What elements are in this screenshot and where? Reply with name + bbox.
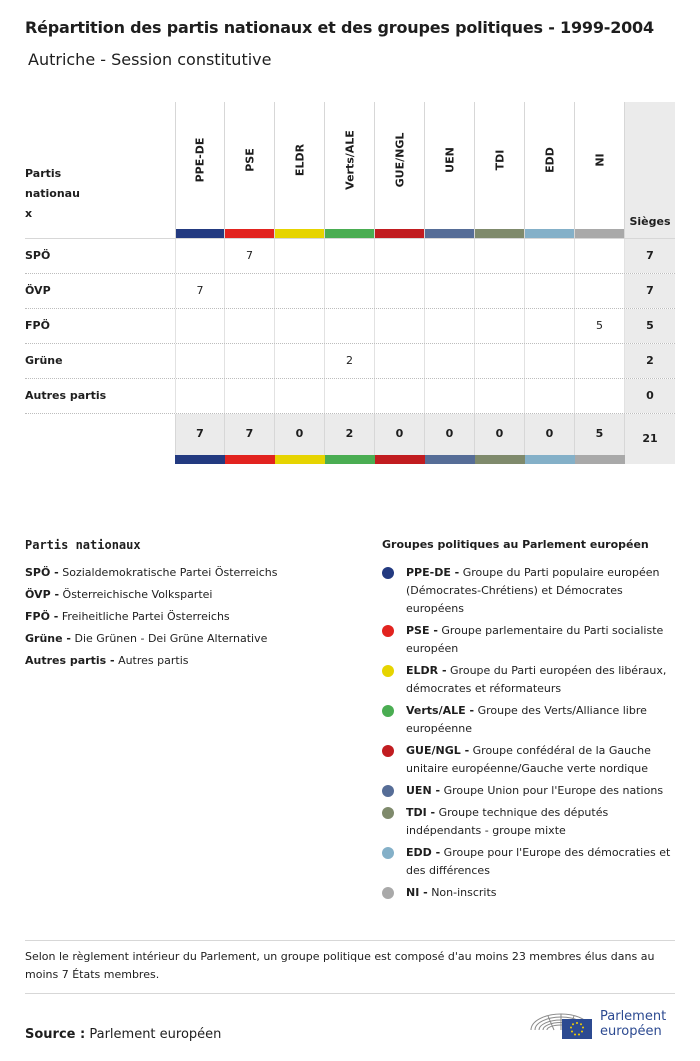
divider-top <box>25 940 675 941</box>
group-total-cell: 7 <box>225 414 275 455</box>
group-column-header <box>475 102 525 238</box>
party-abbreviation: Autres partis - <box>25 654 115 667</box>
group-legend-item <box>382 782 675 800</box>
seat-cell <box>375 344 425 378</box>
party-name-cell: FPÖ <box>25 319 50 332</box>
seat-cell <box>275 344 325 378</box>
seat-cell <box>575 379 625 413</box>
group-color-bar <box>475 229 524 238</box>
seat-cell <box>425 344 475 378</box>
footnote: Selon le règlement intérieur du Parlement, un groupe politique est composé d'au moins 23 membres élus dans au moins 7 États membres. <box>25 950 655 981</box>
table-row <box>25 378 675 413</box>
seat-cell <box>575 239 625 273</box>
party-full-name: Österreichische Volkspartei <box>62 588 213 601</box>
group-color-bar <box>225 455 275 464</box>
group-header-label: UEN <box>443 147 456 173</box>
seat-cell <box>575 344 625 378</box>
seat-cell <box>275 239 325 273</box>
source-value: Parlement européen <box>89 1027 222 1042</box>
group-color-bar <box>375 229 424 238</box>
seat-cell <box>175 309 225 343</box>
table-row <box>25 308 675 343</box>
table-header-row <box>25 102 675 238</box>
seat-cell <box>525 239 575 273</box>
group-full-name: Groupe des Verts/Alliance libre européenne <box>406 704 647 735</box>
seat-cell <box>475 309 525 343</box>
table-row <box>25 343 675 378</box>
group-color-dot-icon <box>382 887 394 899</box>
seat-cell <box>175 344 225 378</box>
party-full-name: Autres partis <box>118 654 189 667</box>
seat-cell <box>375 379 425 413</box>
seat-cell <box>275 274 325 308</box>
group-header-label: PPE-DE <box>193 137 207 183</box>
group-abbreviation: EDD - <box>406 846 441 859</box>
party-total-cell: 2 <box>625 344 675 378</box>
group-color-dot-icon <box>382 665 394 677</box>
logo-line-2: européen <box>600 1024 662 1039</box>
page-title: Répartition des partis nationaux et des groupes politiques - 1999-2004 <box>25 18 654 37</box>
group-color-bar <box>325 229 374 238</box>
party-abbreviation: SPÖ - <box>25 566 59 579</box>
group-total-cell: 7 <box>175 414 225 455</box>
group-abbreviation: TDI - <box>406 806 436 819</box>
seat-cell <box>475 344 525 378</box>
group-full-name: Groupe technique des députés indépendants - groupe mixte <box>406 806 609 837</box>
group-color-bar <box>525 455 575 464</box>
seat-cell <box>525 274 575 308</box>
page-subtitle: Autriche - Session constitutive <box>28 50 272 69</box>
group-column-header <box>525 102 575 238</box>
group-total-cell: 0 <box>375 414 425 455</box>
seat-cell <box>425 274 475 308</box>
seat-cell <box>325 274 375 308</box>
group-column-header <box>575 102 625 238</box>
group-color-dot-icon <box>382 705 394 717</box>
party-abbreviation: ÖVP - <box>25 588 60 601</box>
group-legend-item <box>382 564 675 618</box>
group-color-dot-icon <box>382 807 394 819</box>
group-abbreviation: NI - <box>406 886 428 899</box>
group-total-cell: 0 <box>425 414 475 455</box>
party-total-cell: 7 <box>625 274 675 308</box>
seat-cell <box>225 379 275 413</box>
seat-cell: 5 <box>575 309 625 343</box>
group-color-dot-icon <box>382 745 394 757</box>
group-color-bar <box>475 455 525 464</box>
seat-cell <box>525 379 575 413</box>
group-color-dot-icon <box>382 785 394 797</box>
party-full-name: Die Grünen - Dei Grüne Alternative <box>74 632 268 645</box>
seat-cell <box>175 379 225 413</box>
seat-cell: 7 <box>175 274 225 308</box>
group-header-label: PSE <box>243 148 256 172</box>
group-total-cell: 0 <box>475 414 525 455</box>
table-row <box>25 238 675 273</box>
group-full-name: Groupe confédéral de la Gauche unitaire européenne/Gauche verte nordique <box>406 744 651 775</box>
group-header-label: GUE/NGL <box>393 132 406 188</box>
parliament-logo <box>528 1002 678 1044</box>
group-column-header <box>325 102 375 238</box>
seat-cell <box>375 309 425 343</box>
source-line <box>25 1027 221 1042</box>
group-abbreviation: PSE - <box>406 624 438 637</box>
seat-cell <box>425 379 475 413</box>
totals-row <box>25 413 675 463</box>
group-abbreviation: PPE-DE - <box>406 566 460 579</box>
group-color-dot-icon <box>382 847 394 859</box>
party-abbreviation: FPÖ - <box>25 610 59 623</box>
group-color-bar <box>275 229 324 238</box>
seat-cell <box>275 379 325 413</box>
party-abbreviation: Grüne - <box>25 632 71 645</box>
group-header-label: ELDR <box>293 143 306 177</box>
group-legend-item <box>382 804 675 840</box>
distribution-table <box>25 102 675 463</box>
table-body <box>25 238 675 413</box>
group-column-header <box>175 102 225 238</box>
group-column-header <box>375 102 425 238</box>
seat-cell <box>175 239 225 273</box>
group-abbreviation: GUE/NGL - <box>406 744 470 757</box>
group-header-label: NI <box>593 153 606 167</box>
group-abbreviation: UEN - <box>406 784 441 797</box>
seats-column-header <box>625 102 675 238</box>
party-legend-item <box>25 650 345 672</box>
seat-cell <box>225 309 275 343</box>
seat-cell <box>325 239 375 273</box>
group-total-cell: 5 <box>575 414 625 455</box>
party-total-cell: 7 <box>625 239 675 273</box>
group-color-bar <box>375 455 425 464</box>
group-legend-item <box>382 844 675 880</box>
group-full-name: Non-inscrits <box>431 886 497 899</box>
group-color-bar <box>175 455 225 464</box>
group-color-bar <box>425 229 474 238</box>
party-legend-item <box>25 606 345 628</box>
hemicycle-logo-icon <box>528 1002 594 1042</box>
group-color-bar <box>325 455 375 464</box>
seat-cell <box>425 309 475 343</box>
party-name-cell: Grüne <box>25 354 63 367</box>
seat-cell <box>375 274 425 308</box>
source-label: Source : <box>25 1027 86 1042</box>
group-color-dot-icon <box>382 625 394 637</box>
divider-bottom <box>25 993 675 994</box>
group-column-header <box>275 102 325 238</box>
national-parties-heading: Partis nationaux <box>25 538 141 552</box>
group-legend-item <box>382 742 675 778</box>
party-legend-item <box>25 562 345 584</box>
group-total-cell: 0 <box>525 414 575 455</box>
group-full-name: Groupe du Parti populaire européen (Démocrates-Chrétiens) et Démocrates européens <box>406 566 660 615</box>
group-full-name: Groupe Union pour l'Europe des nations <box>443 784 664 797</box>
logo-text <box>600 1009 666 1039</box>
seat-cell: 2 <box>325 344 375 378</box>
party-name-cell: ÖVP <box>25 284 51 297</box>
group-column-header <box>225 102 275 238</box>
seat-cell <box>325 309 375 343</box>
group-color-bar <box>575 229 624 238</box>
group-legend-item <box>382 702 675 738</box>
seats-header-label: Sièges <box>629 215 671 228</box>
party-name-cell: SPÖ <box>25 249 51 262</box>
party-column-header: Partis nationau x <box>25 167 80 220</box>
group-legend-item <box>382 884 675 902</box>
group-color-bar <box>575 455 625 464</box>
seat-cell <box>475 274 525 308</box>
political-groups-legend <box>382 538 675 906</box>
group-header-label: TDI <box>493 149 506 171</box>
group-color-dot-icon <box>382 567 394 579</box>
party-total-cell: 5 <box>625 309 675 343</box>
group-total-cell: 2 <box>325 414 375 455</box>
grand-total-cell: 21 <box>625 414 675 464</box>
party-total-cell: 0 <box>625 379 675 413</box>
national-parties-legend <box>25 538 345 672</box>
logo-line-1: Parlement <box>600 1009 667 1024</box>
group-full-name: Groupe pour l'Europe des démocraties et des différences <box>406 846 671 877</box>
seat-cell <box>475 379 525 413</box>
group-total-cell: 0 <box>275 414 325 455</box>
party-full-name: Sozialdemokratische Partei Österreichs <box>62 566 278 579</box>
party-legend-item <box>25 628 345 650</box>
party-name-cell: Autres partis <box>25 389 107 402</box>
party-full-name: Freiheitliche Partei Österreichs <box>61 610 230 623</box>
seat-cell <box>225 274 275 308</box>
seat-cell <box>525 344 575 378</box>
seat-cell <box>375 239 425 273</box>
table-row <box>25 273 675 308</box>
group-color-bar <box>176 229 224 238</box>
group-color-bar <box>525 229 574 238</box>
group-header-label: Verts/ALE <box>343 130 356 190</box>
group-column-header <box>425 102 475 238</box>
group-legend-item <box>382 622 675 658</box>
seat-cell <box>425 239 475 273</box>
group-color-bar <box>425 455 475 464</box>
party-legend-item <box>25 584 345 606</box>
group-header-label: EDD <box>543 147 556 173</box>
seat-cell: 7 <box>225 239 275 273</box>
group-full-name: Groupe du Parti européen des libéraux, démocrates et réformateurs <box>406 664 667 695</box>
seat-cell <box>525 309 575 343</box>
group-abbreviation: ELDR - <box>406 664 447 677</box>
seat-cell <box>475 239 525 273</box>
seat-cell <box>275 309 325 343</box>
group-legend-item <box>382 662 675 698</box>
seat-cell <box>325 379 375 413</box>
group-abbreviation: Verts/ALE - <box>406 704 475 717</box>
group-color-bar <box>275 455 325 464</box>
group-full-name: Groupe parlementaire du Parti socialiste européen <box>406 624 664 655</box>
political-groups-heading: Groupes politiques au Parlement européen <box>382 538 649 551</box>
seat-cell <box>225 344 275 378</box>
group-color-bar <box>225 229 274 238</box>
seat-cell <box>575 274 625 308</box>
